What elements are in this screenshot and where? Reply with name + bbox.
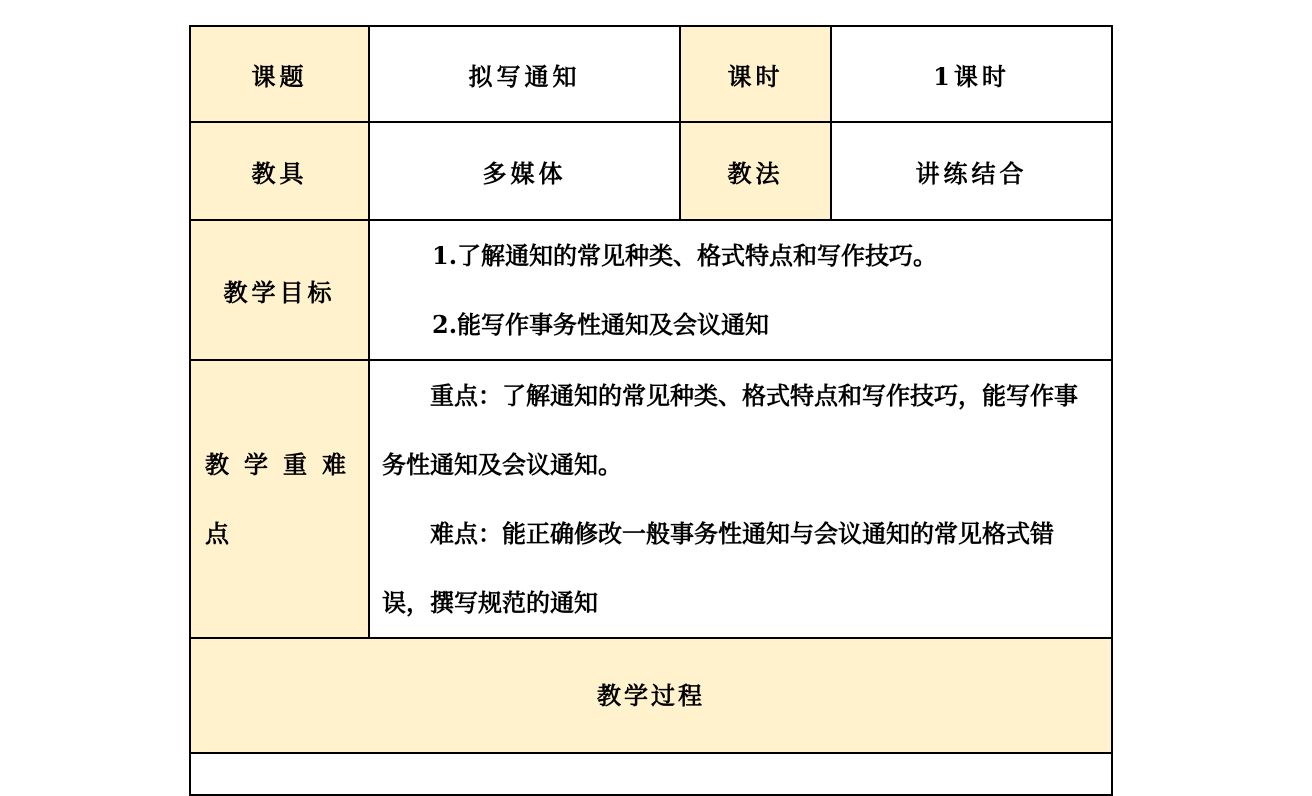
difficulty-paragraph: 难点：能正确修改一般事务性通知与会议通知的常见格式错误，撰写规范的通知 (382, 519, 1054, 617)
tools-label-cell (190, 122, 369, 220)
method-value: 讲练结合 (915, 158, 1028, 188)
process-row (190, 638, 1112, 753)
goal-item: 1.了解通知的常见种类、格式特点和写作技巧。 (432, 241, 938, 270)
topic-value: 拟写通知 (468, 61, 581, 91)
method-label-cell (680, 122, 831, 220)
method-label: 教法 (727, 158, 784, 188)
tools-label: 教具 (251, 158, 308, 188)
period-value: 1课时 (933, 61, 1010, 91)
tools-row (190, 122, 1112, 220)
tools-value-cell (369, 122, 680, 220)
goal-item: 2.能写作事务性通知及会议通知 (432, 310, 770, 339)
process-content-row (190, 753, 1112, 795)
key-points-row (190, 360, 1112, 638)
topic-value-cell (369, 26, 680, 122)
method-value-cell (831, 122, 1112, 220)
key-points-content-cell (369, 360, 1112, 638)
goals-label-cell (190, 220, 369, 360)
key-points-label: 教学重难点 (205, 450, 361, 548)
goals-label: 教学目标 (223, 277, 336, 307)
process-header-cell (190, 638, 1112, 753)
key-points-label-cell (190, 360, 369, 638)
topic-row (190, 26, 1112, 122)
tools-value: 多媒体 (482, 158, 567, 188)
period-label: 课时 (727, 61, 784, 91)
topic-label: 课题 (251, 61, 308, 91)
focus-paragraph: 重点：了解通知的常见种类、格式特点和写作技巧，能写作事务性通知及会议通知。 (382, 381, 1078, 479)
topic-label-cell (190, 26, 369, 122)
period-value-cell (831, 26, 1112, 122)
lesson-plan-table (189, 25, 1113, 796)
goals-row (190, 220, 1112, 360)
goals-content-cell (369, 220, 1112, 360)
period-label-cell (680, 26, 831, 122)
process-content-cell (190, 753, 1112, 795)
process-title: 教学过程 (597, 680, 705, 710)
